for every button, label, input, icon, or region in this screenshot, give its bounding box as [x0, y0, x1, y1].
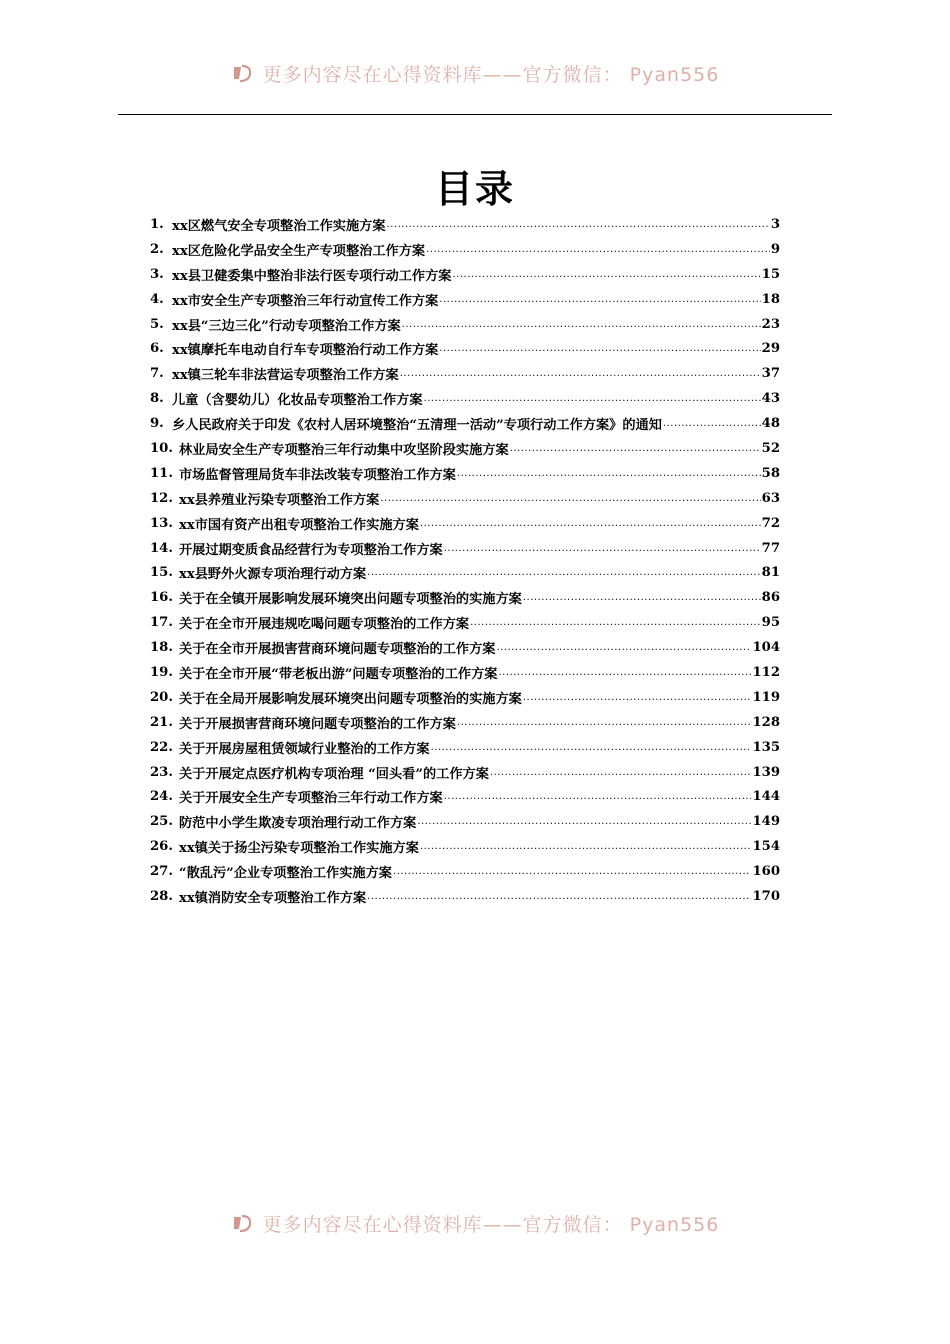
toc-entry[interactable]: [150, 760, 780, 785]
toc-entry-number: 20.: [150, 689, 173, 705]
toc-entry-number: 16.: [150, 590, 173, 606]
toc-entry-title[interactable]: xx区燃气安全专项整治工作实施方案: [172, 218, 386, 234]
toc-entry-title[interactable]: 开展过期变质食品经营行为专项整治工作方案: [179, 542, 443, 558]
toc-entry-page: 18: [761, 291, 780, 307]
toc-entry-page: 119: [752, 689, 780, 705]
toc-entry-title[interactable]: 关于在全市开展损害营商环境问题专项整治的工作方案: [179, 642, 496, 658]
toc-entry-number: 24.: [150, 789, 173, 805]
toc-entry[interactable]: [150, 212, 780, 237]
toc-entry-title[interactable]: 关于开展安全生产专项整治三年行动工作方案: [179, 791, 443, 807]
toc-entry[interactable]: [150, 685, 780, 710]
toc-entry-page: 23: [761, 316, 780, 332]
header-watermark: [0, 60, 950, 86]
toc-entry-page: 128: [752, 714, 780, 730]
toc-leader-dots: [523, 692, 752, 703]
toc-entry-page: 9: [770, 241, 780, 257]
toc-leader-dots: [452, 269, 760, 280]
toc-entry-title[interactable]: xx县卫健委集中整治非法行医专项行动工作方案: [172, 268, 452, 284]
toc-entry-title[interactable]: 防范中小学生欺凌专项治理行动工作方案: [179, 816, 417, 832]
toc-leader-dots: [431, 742, 752, 753]
toc-entry-number: 18.: [150, 640, 173, 656]
toc-entry-number: 23.: [150, 764, 173, 780]
toc-entry-title[interactable]: xx镇消防安全专项整治工作方案: [179, 890, 367, 906]
toc-entry-page: 15: [761, 266, 780, 282]
toc-entry[interactable]: [150, 560, 780, 585]
toc-leader-dots: [426, 244, 770, 255]
toc-entry-number: 6.: [150, 341, 164, 357]
toc-entry[interactable]: [150, 635, 780, 660]
toc-entry-number: 10.: [150, 440, 173, 456]
toc-entry-page: 58: [761, 465, 780, 481]
toc-leader-dots: [523, 592, 761, 603]
toc-leader-dots: [663, 418, 761, 429]
toc-entry-number: 15.: [150, 565, 173, 581]
toc-entry-number: 1.: [150, 216, 164, 232]
toc-entry-page: 3: [770, 216, 780, 232]
toc-entry-title[interactable]: 乡人民政府关于印发《农村人居环境整治“五清理一活动”专项行动工作方案》的通知: [172, 418, 662, 434]
toc-entry[interactable]: [150, 585, 780, 610]
toc-entry-number: 13.: [150, 515, 173, 531]
toc-entry[interactable]: [150, 884, 780, 909]
toc-entry[interactable]: [150, 610, 780, 635]
watermark-logo-icon: [231, 1213, 255, 1233]
toc-entry-number: 26.: [150, 839, 173, 855]
toc-leader-dots: [393, 866, 751, 877]
toc-entry-page: 160: [752, 864, 780, 880]
toc-entry[interactable]: [150, 511, 780, 536]
toc-entry-page: 135: [752, 739, 780, 755]
toc-leader-dots: [420, 841, 752, 852]
toc-entry-number: 4.: [150, 291, 164, 307]
toc-entry-title[interactable]: xx县养殖业污染专项整治工作方案: [179, 492, 380, 508]
toc-entry-number: 8.: [150, 391, 164, 407]
watermark-logo-icon: [231, 63, 255, 83]
toc-entry-title[interactable]: 关于在全镇开展影响发展环境突出问题专项整治的实施方案: [179, 592, 522, 608]
toc-leader-dots: [457, 468, 761, 479]
toc-entry-page: 72: [761, 515, 780, 531]
toc-leader-dots: [490, 767, 752, 778]
toc-entry-title[interactable]: xx市国有资产出租专项整治工作实施方案: [179, 517, 419, 533]
toc-entry[interactable]: [150, 710, 780, 735]
toc-leader-dots: [424, 393, 761, 404]
toc-entry-number: 27.: [150, 864, 173, 880]
toc-entry-page: 154: [752, 839, 780, 855]
toc-entry-title[interactable]: “散乱污”企业专项整治工作实施方案: [179, 866, 392, 882]
toc-leader-dots: [457, 717, 752, 728]
toc-leader-dots: [400, 368, 761, 379]
toc-entry[interactable]: [150, 262, 780, 287]
toc-entry[interactable]: [150, 436, 780, 461]
toc-entry-title[interactable]: 关于开展房屋租赁领域行业整治的工作方案: [179, 741, 430, 757]
toc-entry-title[interactable]: 关于在全局开展影响发展环境突出问题专项整治的实施方案: [179, 691, 522, 707]
toc-entry-page: 52: [761, 440, 780, 456]
toc-entry[interactable]: [150, 361, 780, 386]
toc-entry[interactable]: [150, 809, 780, 834]
toc-leader-dots: [367, 567, 760, 578]
toc-leader-dots: [497, 642, 752, 653]
toc-entry-number: 25.: [150, 814, 173, 830]
toc-entry-title[interactable]: xx县“三边三化”行动专项整治工作方案: [172, 318, 401, 334]
toc-entry-title[interactable]: xx镇摩托车电动自行车专项整治行动工作方案: [172, 343, 439, 359]
toc-leader-dots: [417, 816, 751, 827]
toc-entry-title[interactable]: xx区危险化学品安全生产专项整治工作方案: [172, 243, 426, 259]
toc-entry-page: 170: [752, 888, 780, 904]
toc-entry-title[interactable]: xx县野外火源专项治理行动方案: [179, 567, 367, 583]
toc-entry-number: 2.: [150, 241, 164, 257]
toc-entry-page: 95: [761, 615, 780, 631]
toc-entry-number: 7.: [150, 366, 164, 382]
toc-entry-page: 29: [761, 341, 780, 357]
toc-entry[interactable]: [150, 660, 780, 685]
toc-entry[interactable]: [150, 312, 780, 337]
toc-entry-number: 14.: [150, 540, 173, 556]
toc-leader-dots: [439, 294, 760, 305]
toc-leader-dots: [420, 518, 761, 529]
toc-entry-number: 12.: [150, 490, 173, 506]
toc-entry-number: 21.: [150, 714, 173, 730]
toc-entry-title[interactable]: 关于开展定点医疗机构专项治理 “回头看”的工作方案: [179, 766, 489, 782]
toc-entry-page: 37: [761, 366, 780, 382]
footer-watermark: [0, 1210, 950, 1236]
toc-entry-page: 144: [752, 789, 780, 805]
toc-entry-title[interactable]: 关于在全市开展违规吃喝问题专项整治的工作方案: [179, 617, 470, 633]
toc-entry-page: 81: [761, 565, 780, 581]
toc-leader-dots: [380, 493, 760, 504]
toc-entry-number: 19.: [150, 664, 173, 680]
toc-entry-title[interactable]: 儿童（含婴幼儿）化妆品专项整治工作方案: [172, 393, 423, 409]
toc-entry-number: 22.: [150, 739, 173, 755]
toc-entry-title[interactable]: 市场监督管理局货车非法改装专项整治工作方案: [179, 467, 456, 483]
toc-leader-dots: [439, 343, 760, 354]
toc-entry-page: 63: [761, 490, 780, 506]
toc-entry[interactable]: [150, 486, 780, 511]
toc-entry-number: 9.: [150, 416, 164, 432]
watermark-text: 更多内容尽在心得资料库——官方微信： Pyan556: [262, 63, 720, 86]
toc-leader-dots: [402, 319, 761, 330]
toc-entry-title[interactable]: xx市安全生产专项整治三年行动宣传工作方案: [172, 293, 439, 309]
toc-entry[interactable]: [150, 536, 780, 561]
toc-entry-title[interactable]: 林业局安全生产专项整治三年行动集中攻坚阶段实施方案: [179, 442, 509, 458]
toc-entry[interactable]: [150, 411, 780, 436]
toc-entry[interactable]: [150, 834, 780, 859]
toc-entry-page: 104: [752, 640, 780, 656]
toc-entry-page: 139: [752, 764, 780, 780]
toc-entry[interactable]: [150, 735, 780, 760]
toc-entry-number: 11.: [150, 465, 173, 481]
toc-entry-page: 48: [761, 416, 780, 432]
toc-entry[interactable]: [150, 461, 780, 486]
toc-entry-title[interactable]: 关于开展损害营商环境问题专项整治的工作方案: [179, 716, 456, 732]
toc-entry-number: 3.: [150, 266, 164, 282]
toc-entry[interactable]: [150, 784, 780, 809]
toc-entry-number: 28.: [150, 888, 173, 904]
toc-entry-page: 149: [752, 814, 780, 830]
toc-leader-dots: [498, 667, 751, 678]
toc-entry-title[interactable]: xx镇关于扬尘污染专项整治工作实施方案: [179, 841, 419, 857]
toc-entry-number: 5.: [150, 316, 164, 332]
toc-entry-page: 86: [761, 590, 780, 606]
toc-entry[interactable]: [150, 237, 780, 262]
toc-entry-number: 17.: [150, 615, 173, 631]
toc-leader-dots: [387, 219, 770, 230]
toc-leader-dots: [367, 891, 751, 902]
page-title: 目录: [434, 166, 515, 211]
toc-leader-dots: [444, 791, 752, 802]
toc-leader-dots: [470, 617, 761, 628]
toc-entry-page: 77: [761, 540, 780, 556]
header-rule: [118, 114, 832, 115]
toc-leader-dots: [510, 443, 761, 454]
toc-leader-dots: [444, 543, 761, 554]
toc-entry-title[interactable]: xx镇三轮车非法营运专项整治工作方案: [172, 368, 399, 384]
toc-entry[interactable]: [150, 859, 780, 884]
toc-entry-page: 43: [761, 391, 780, 407]
toc-entry[interactable]: [150, 336, 780, 361]
table-of-contents: [150, 212, 780, 909]
toc-entry[interactable]: [150, 287, 780, 312]
toc-entry-title[interactable]: 关于在全市开展“带老板出游”问题专项整治的工作方案: [179, 666, 498, 682]
watermark-text: 更多内容尽在心得资料库——官方微信： Pyan556: [262, 1213, 720, 1236]
toc-entry-page: 112: [752, 664, 780, 680]
toc-entry[interactable]: [150, 386, 780, 411]
